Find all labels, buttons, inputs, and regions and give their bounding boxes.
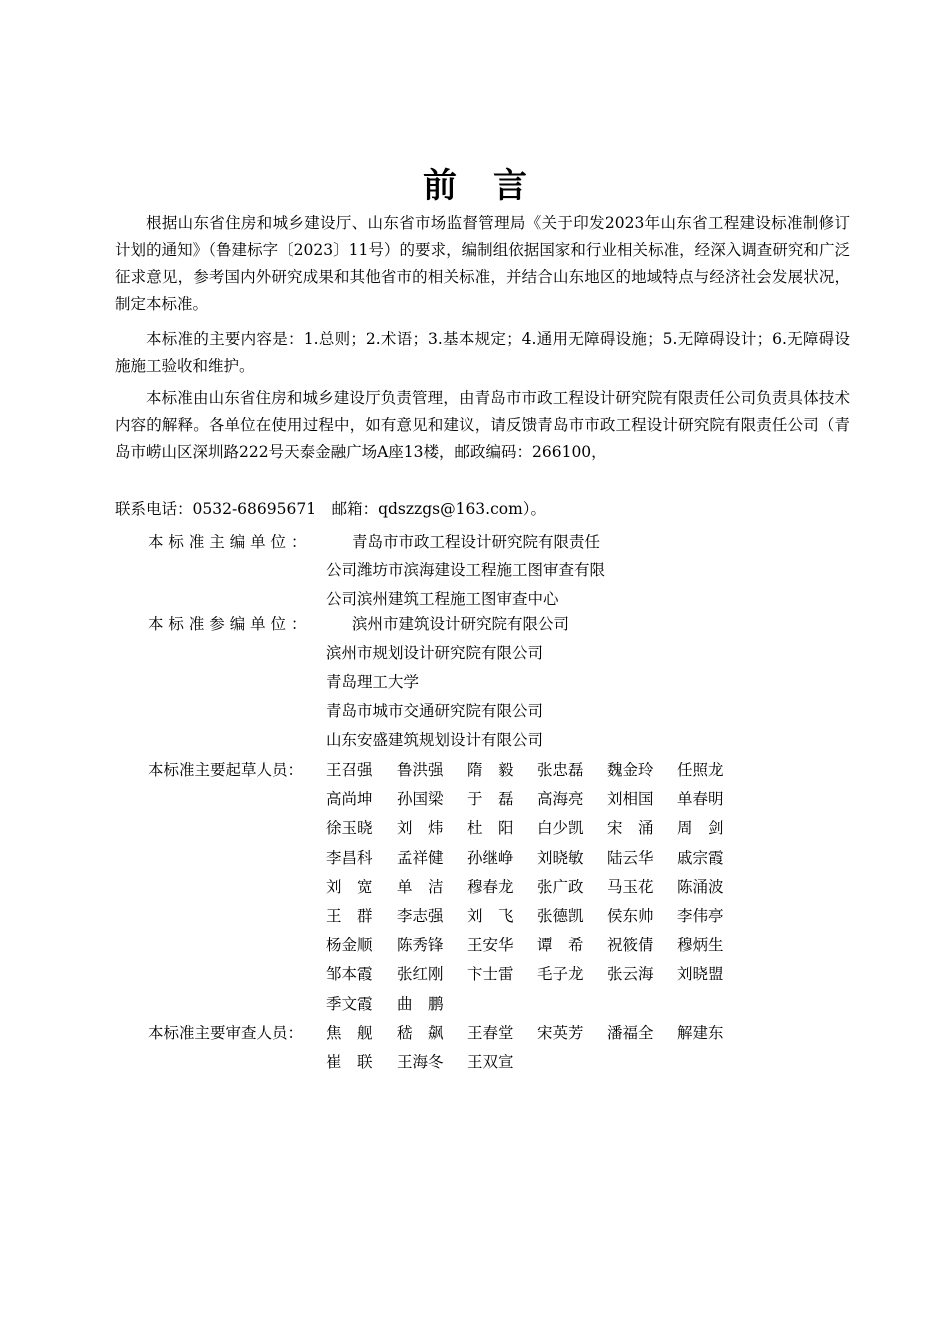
content-paragraph: 本标准的主要内容是：1.总则；2.术语；3.基本规定；4.通用无障碍设施；5.无障碍设计；6.无障碍设施施工验收和维护。 (115, 330, 850, 375)
person-name: 侯东帅 (607, 907, 654, 925)
person-name: 白少凯 (537, 819, 584, 838)
person-name: 任照龙 (677, 761, 724, 779)
person-name: 杜 阳 (467, 819, 514, 838)
person-name: 李昌科 (326, 848, 373, 867)
management-paragraph: 本标准由山东省住房和城乡建设厅负责管理，由青岛市市政工程设计研究院有限责任公司负责具体技术内容的解释。各单位在使用过程中，如有意见和建议，请反馈青岛市市政工程设计研究院有限责任公司（青岛市崂山区深圳路222号天泰金融广场A座13楼，邮政编码：266100， (115, 389, 850, 461)
person-name: 卞士雷 (467, 965, 514, 984)
person-name: 毛子龙 (537, 965, 584, 984)
person-name: 季文霞 (326, 994, 373, 1013)
person-name: 杨金顺 (326, 936, 373, 955)
participating-unit-line: 滨州市建筑设计研究院有限公司 (352, 615, 570, 633)
contact-line: 联系电话：0532-68695671 邮箱：qdszzgs@163.com）。 (115, 500, 547, 518)
person-name: 谭 希 (537, 936, 584, 955)
chief-unit-line: 公司滨州建筑工程施工图审查中心 (326, 590, 559, 608)
person-name: 解建东 (677, 1024, 724, 1042)
drafters-label: 本标准主要起草人员： (148, 761, 304, 779)
person-name: 刘相国 (607, 790, 654, 809)
person-name: 高尚坤 (326, 790, 373, 809)
person-name: 单春明 (677, 790, 724, 809)
person-name: 王双宣 (467, 1053, 514, 1071)
person-name: 王海冬 (397, 1053, 444, 1071)
chief-units-label: 本 标 准 主 编 单 位 ： (148, 533, 307, 551)
reviewers-label: 本标准主要审查人员： (148, 1024, 304, 1042)
person-name: 孙国梁 (397, 790, 444, 809)
person-name: 于 磊 (467, 790, 514, 809)
intro-paragraph: 根据山东省住房和城乡建设厅、山东省市场监督管理局《关于印发2023年山东省工程建设标准制修订计划的通知》（鲁建标字〔2023〕11号）的要求，编制组依据国家和行业相关标准，经深入调查研究和广泛征求意见，参考国内外研究成果和其他省市的相关标准，并结合山东地区的地域特点与经济社会发展状况，制定本标准。 (115, 214, 850, 313)
participating-unit-line: 山东安盛建筑规划设计有限公司 (326, 731, 544, 749)
person-name: 刘 飞 (467, 907, 514, 925)
person-name: 王 群 (326, 907, 373, 925)
person-name: 刘 炜 (397, 819, 444, 838)
person-name: 陈秀锋 (397, 936, 444, 955)
person-name: 曲 鹏 (397, 994, 444, 1013)
person-name: 王安华 (467, 936, 514, 955)
person-name: 魏金玲 (607, 761, 654, 779)
person-name: 隋 毅 (467, 761, 514, 779)
participating-unit-line: 青岛市城市交通研究院有限公司 (326, 702, 544, 720)
chief-unit-line: 公司潍坊市滨海建设工程施工图审查有限 (326, 561, 606, 579)
person-name: 陆云华 (607, 848, 654, 867)
person-name: 周 剑 (677, 819, 724, 838)
person-name: 张广政 (537, 877, 584, 896)
person-name: 崔 联 (326, 1053, 373, 1071)
person-name: 单 洁 (397, 877, 444, 896)
person-name: 潘福全 (607, 1024, 654, 1042)
person-name: 孙继峥 (467, 848, 514, 867)
person-name: 宋英芳 (537, 1024, 584, 1042)
person-name: 张红刚 (397, 965, 444, 984)
person-name: 穆春龙 (467, 877, 514, 896)
person-name: 张忠磊 (537, 761, 584, 779)
person-name: 宋 涌 (607, 819, 654, 838)
participating-unit-line: 滨州市规划设计研究院有限公司 (326, 644, 544, 662)
person-name: 邹本霞 (326, 965, 373, 984)
person-name: 李志强 (397, 907, 444, 925)
person-name: 徐玉晓 (326, 819, 373, 838)
person-name: 张德凯 (537, 907, 584, 925)
person-name: 刘晓盟 (677, 965, 724, 984)
person-name: 李伟亭 (677, 907, 724, 925)
person-name: 戚宗霞 (677, 848, 724, 867)
person-name: 马玉花 (607, 877, 654, 896)
person-name: 高海亮 (537, 790, 584, 809)
person-name: 祝筱倩 (607, 936, 654, 955)
person-name: 刘 宽 (326, 877, 373, 896)
person-name: 孟祥健 (397, 848, 444, 867)
participating-units-label: 本 标 准 参 编 单 位 ： (148, 615, 307, 633)
person-name: 陈涌波 (677, 877, 724, 896)
person-name: 焦 舰 (326, 1024, 373, 1042)
person-name: 嵇 飙 (397, 1024, 444, 1042)
person-name: 王春堂 (467, 1024, 514, 1042)
person-name: 王召强 (326, 761, 373, 779)
chief-unit-line: 青岛市市政工程设计研究院有限责任 (352, 533, 601, 551)
person-name: 穆炳生 (677, 936, 724, 955)
participating-unit-line: 青岛理工大学 (326, 673, 420, 691)
person-name: 张云海 (607, 965, 654, 984)
person-name: 鲁洪强 (397, 761, 444, 779)
person-name: 刘晓敏 (537, 848, 584, 867)
page-title: 前言 (423, 166, 563, 206)
